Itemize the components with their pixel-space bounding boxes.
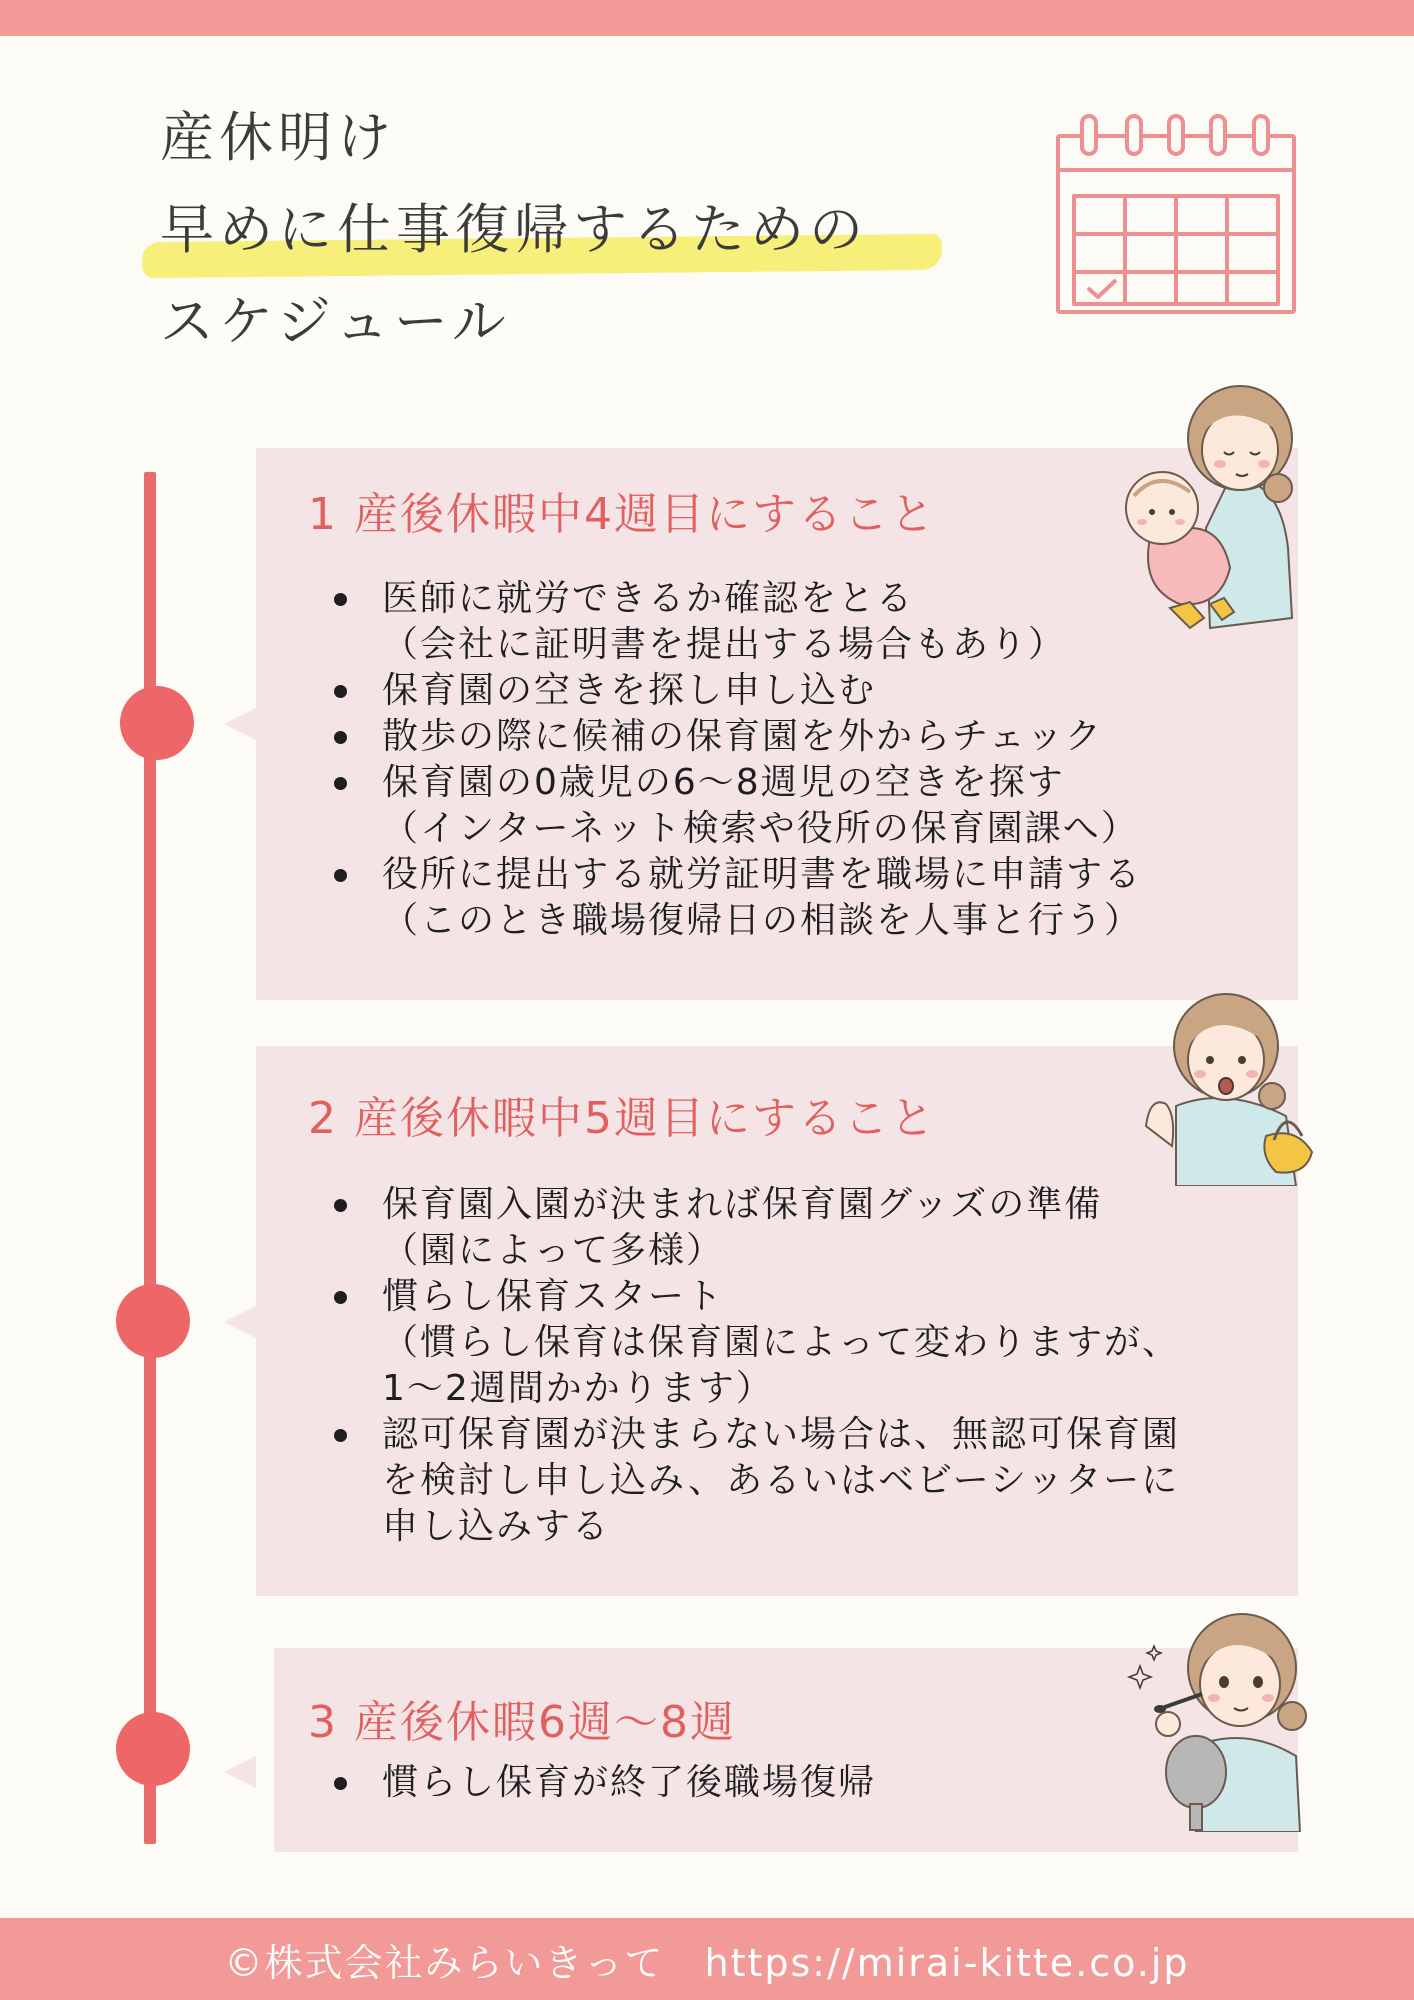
list-item: 保育園の0歳児の6～8週児の空きを探す （インターネット検索や役所の保育園課へ） xyxy=(334,760,1142,852)
list-item: 散歩の際に候補の保育園を外からチェック xyxy=(334,714,1142,760)
calendar-icon xyxy=(1054,112,1298,316)
mother-applying-makeup-illustration xyxy=(1126,1596,1326,1832)
list-item: 慣らし保育が終了後職場復帰 xyxy=(334,1760,876,1806)
step-list xyxy=(334,1760,876,1806)
list-item: 保育園入園が決まれば保育園グッズの準備 （園によって多様） xyxy=(334,1182,1180,1274)
footer-copyright: ©株式会社みらいきって https://mirai-kitte.co.jp xyxy=(224,1940,1190,1985)
list-item: 慣らし保育スタート （慣らし保育は保育園によって変わりますが、 1～2週間かかります） xyxy=(334,1274,1180,1412)
list-item: 保育園の空きを探し申し込む xyxy=(334,668,1142,714)
timeline-line xyxy=(144,472,156,1844)
step-title: 3 産後休暇6週～8週 xyxy=(308,1697,736,1748)
step-list xyxy=(334,1182,1180,1550)
step-title: 2 産後休暇中5週目にすること xyxy=(308,1093,936,1144)
title-line-3: スケジュール xyxy=(160,290,511,353)
list-item: 役所に提出する就労証明書を職場に申請する （このとき職場復帰日の相談を人事と行う） xyxy=(334,852,1142,944)
top-decor-bar xyxy=(0,0,1414,36)
title-line-2: 早めに仕事復帰するための xyxy=(160,198,868,261)
timeline-dot-2 xyxy=(116,1284,190,1358)
step-list xyxy=(334,576,1142,944)
worried-mother-illustration xyxy=(1136,976,1316,1186)
mother-holding-baby-illustration xyxy=(1110,368,1320,648)
footer xyxy=(0,1918,1414,2000)
timeline-dot-3 xyxy=(116,1712,190,1786)
list-item: 認可保育園が決まらない場合は、無認可保育園 を検討し申し込み、あるいはベビーシッターに 申し込みする xyxy=(334,1412,1180,1550)
page-title xyxy=(160,100,868,360)
title-line-1: 産休明け xyxy=(160,106,396,169)
step-title: 1 産後休暇中4週目にすること xyxy=(308,489,936,540)
list-item: 医師に就労できるか確認をとる （会社に証明書を提出する場合もあり） xyxy=(334,576,1142,668)
timeline-dot-1 xyxy=(120,686,194,760)
